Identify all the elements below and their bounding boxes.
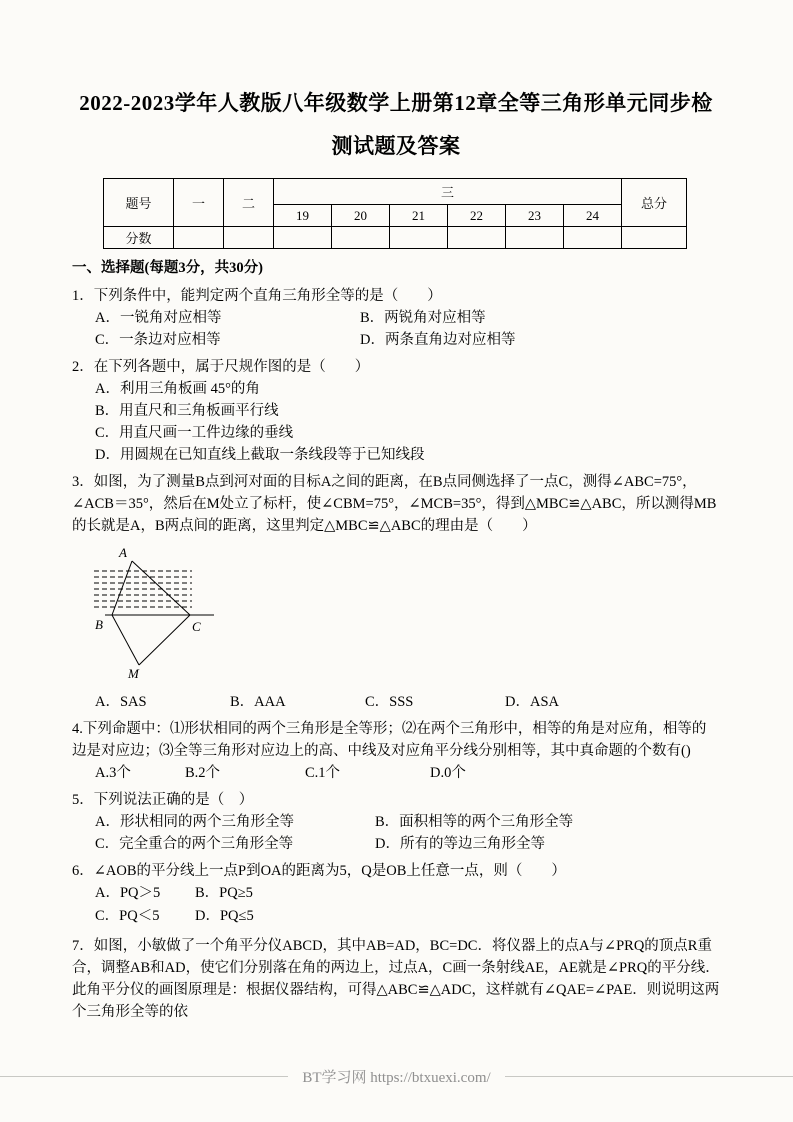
table-subheader-22: 22	[448, 205, 506, 227]
option-b: B．面积相等的两个三角形全等	[375, 814, 574, 831]
table-header-one: 一	[174, 179, 224, 227]
option-d: D.0个	[430, 765, 466, 782]
question-4	[72, 718, 720, 784]
score-cell-empty	[274, 227, 332, 249]
footer-link[interactable]: BT学习网 https://btxuexi.com/	[302, 1070, 491, 1086]
question-1-options	[95, 307, 720, 351]
score-table	[103, 178, 687, 249]
question-2-options	[95, 378, 720, 466]
question-1-text: 1．下列条件中，能判定两个直角三角形全等的是（ ）	[72, 287, 442, 304]
option-a: A.3个	[95, 765, 131, 782]
score-cell-empty	[390, 227, 448, 249]
question-4-text: 4.下列命题中：⑴形状相同的两个三角形是全等形；⑵在两个三角形中，相等的角是对应角，相等的边是对应边；⑶全等三角形对应边上的高、中线及对应角平分线分别相等，其中真命题的个数有()	[72, 721, 707, 760]
table-header-three: 三	[274, 179, 622, 205]
question-3	[72, 471, 720, 713]
page-footer	[0, 1066, 793, 1087]
option-b: B．两锐角对应相等	[360, 309, 486, 326]
question-6-text: 6．∠AOB的平分线上一点P到OA的距离为5，Q是OB上任意一点，则（ ）	[72, 863, 566, 880]
question-3-text: 3．如图，为了测量B点到河对面的目标A之间的距离，在B点同侧选择了一点C，测得∠ABC=75°，∠ACB＝35°，然后在M处立了标杆，使∠CBM=75°，∠MCB=35°，得到△MBC≌△ABC，所以测得MB的长就是A，B两点间的距离，这里判定△MBC≌△ABC的理由是（ ）	[72, 474, 717, 535]
question-6	[72, 860, 720, 926]
figure-label-m: M	[128, 666, 139, 681]
table-subheader-23: 23	[506, 205, 564, 227]
footer-divider-right	[505, 1076, 793, 1077]
option-c: C．SSS	[365, 694, 414, 711]
table-subheader-21: 21	[390, 205, 448, 227]
score-cell-empty	[622, 227, 687, 249]
table-header-two: 二	[224, 179, 274, 227]
table-subheader-24: 24	[564, 205, 622, 227]
question-5-text: 5．下列说法正确的是（ ）	[72, 792, 254, 809]
option-c: C.1个	[305, 765, 341, 782]
score-cell-empty	[332, 227, 390, 249]
score-cell-empty	[224, 227, 274, 249]
option-d: D．用圆规在已知直线上截取一条线段等于已知线段	[95, 447, 425, 464]
option-b: B．AAA	[230, 694, 286, 711]
option-a: A．利用三角板画 45°的角	[95, 380, 260, 397]
figure-label-a: A	[119, 545, 127, 561]
option-c: C．一条边对应相等	[95, 331, 221, 348]
option-d: D．PQ≤5	[195, 907, 254, 924]
table-subheader-20: 20	[332, 205, 390, 227]
table-subheader-19: 19	[274, 205, 332, 227]
footer-divider-left	[0, 1076, 288, 1077]
option-c: C．PQ＜5	[95, 907, 160, 924]
option-a: A．一锐角对应相等	[95, 309, 222, 326]
option-a: A．形状相同的两个三角形全等	[95, 814, 294, 831]
table-header-qnum: 题号	[104, 179, 174, 227]
question-6-options	[95, 882, 720, 926]
option-a: A．PQ＞5	[95, 885, 161, 902]
question-3-options	[95, 691, 720, 713]
question-1	[72, 285, 720, 351]
page-title: 2022-2023学年人教版八年级数学上册第12章全等三角形单元同步检测试题及答案	[79, 91, 713, 159]
figure-label-c: C	[192, 619, 201, 635]
table-header-score: 分数	[104, 227, 174, 249]
section-heading-choice: 一、选择题(每题3分，共30分)	[72, 260, 263, 277]
table-row	[104, 179, 687, 205]
score-cell-empty	[448, 227, 506, 249]
question-7-text: 7．如图，小敏做了一个角平分仪ABCD，其中AB=AD，BC=DC．将仪器上的点A与∠PRQ的顶点R重合，调整AB和AD，使它们分别落在角的两边上，过点A，C画一条射线AE，AE就是∠PRQ的平分线．此角平分仪的画图原理是：根据仪器结构，可得△ABC≌△ADC，这样就有∠QAE=∠PAE．则说明这两个三角形全等的依	[72, 937, 720, 1020]
question-2-text: 2．在下列各题中，属于尺规作图的是（ ）	[72, 358, 370, 375]
table-header-total: 总分	[622, 179, 687, 227]
figure-label-b: B	[95, 617, 103, 633]
option-c: C．用直尺画一工件边缘的垂线	[95, 425, 294, 442]
score-cell-empty	[506, 227, 564, 249]
score-cell-empty	[564, 227, 622, 249]
option-a: A．SAS	[95, 694, 147, 711]
question-3-figure	[92, 545, 720, 687]
option-d: D．两条直角边对应相等	[360, 331, 516, 348]
option-d: D．所有的等边三角形全等	[375, 836, 545, 853]
question-4-options	[95, 762, 720, 784]
table-row	[104, 227, 687, 249]
option-b: B．用直尺和三角板画平行线	[95, 403, 279, 419]
question-5-options	[95, 811, 720, 855]
question-2	[72, 356, 720, 466]
question-5	[72, 789, 720, 855]
river-triangle-diagram	[92, 545, 227, 680]
option-b: B．PQ≥5	[195, 885, 253, 902]
score-cell-empty	[174, 227, 224, 249]
option-b: B.2个	[185, 765, 221, 782]
option-c: C．完全重合的两个三角形全等	[95, 836, 294, 853]
option-d: D．ASA	[505, 694, 559, 711]
question-7	[72, 935, 720, 1023]
